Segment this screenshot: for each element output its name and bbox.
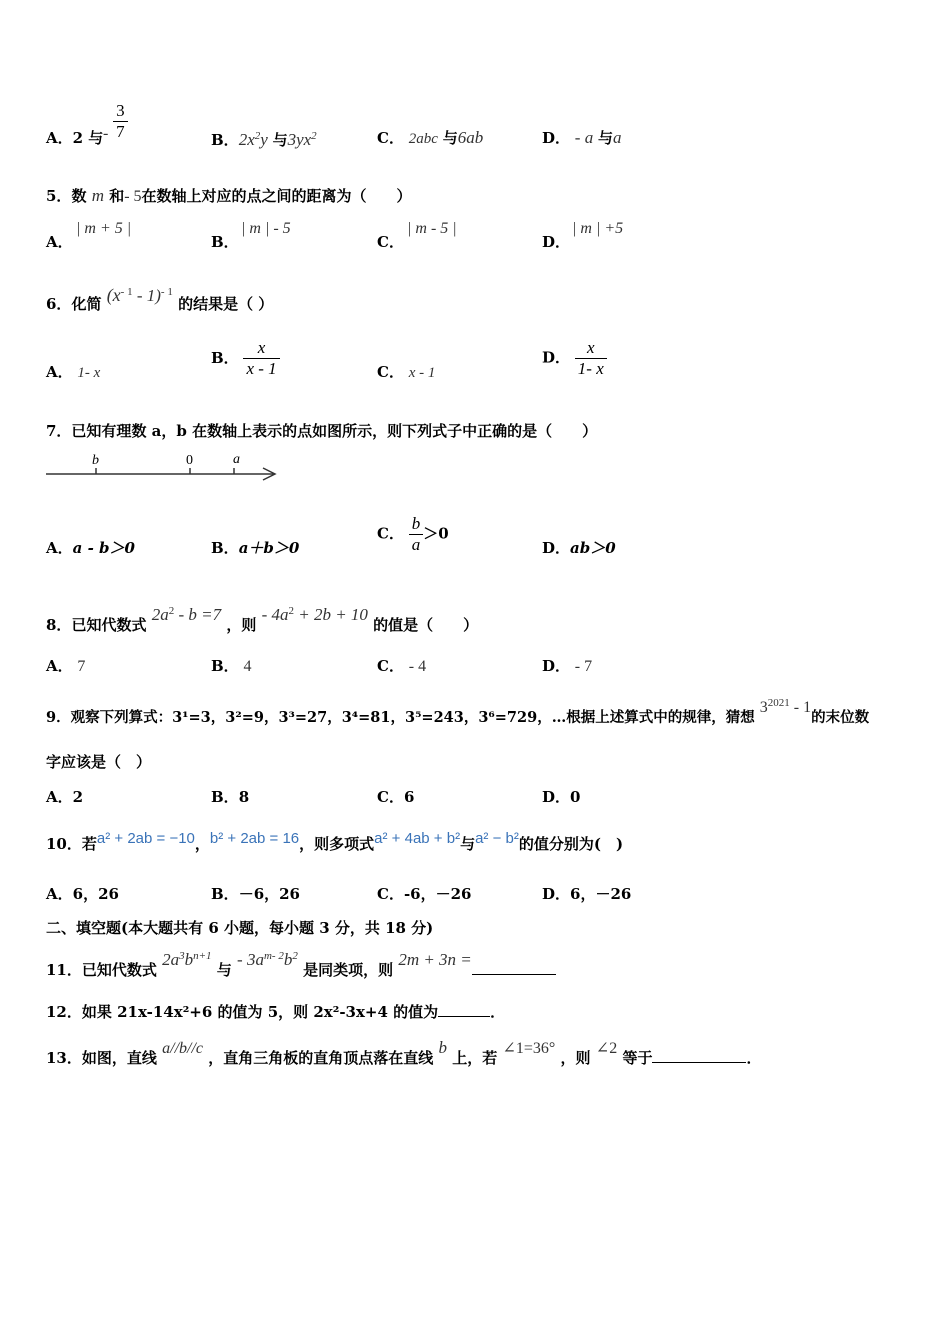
q5-option-b-expr: | m | - 5 — [241, 220, 291, 237]
q5-stem: 5．数 m 和- 5在数轴上对应的点之间的距离为（ ） — [46, 186, 412, 205]
q8-stem: 8．已知代数式 $2a^2 - b =7$ ，则 - $4a^2 + 2b + 10$ 的值是（ ） — [46, 605, 479, 634]
q4-option-a-fraction: - $\frac{3}{7}$ — [103, 101, 128, 142]
fraction: $\frac{x}{1- x}$ — [575, 338, 607, 379]
q5-option-d[interactable]: D． — [542, 233, 571, 251]
q10-stem: 10．若a² + 2ab = −10，b² + 2ab = 16，则多项式a² + 4ab + b²与a² − b²的值分别为( ) — [46, 830, 624, 853]
q10-option-d[interactable]: D．6，－26 — [542, 885, 632, 903]
q7-option-b[interactable]: B．a＋b＞0 — [211, 539, 300, 557]
q9-line-1: 9．观察下列算式：3¹=3，3²=9，3³=27，3⁴=81，3⁵=243，3⁶=729，…根据上述算式中的规律，猜想 $3^{2021} - 1$的末位数 — [46, 697, 870, 726]
q9-option-a[interactable]: A．2 — [46, 788, 84, 806]
q7-option-a[interactable]: A．a - b＞0 — [46, 539, 135, 557]
q11-answer-blank[interactable] — [472, 974, 556, 975]
fraction: $\frac{3}{7}$ — [113, 101, 128, 142]
q4-option-c[interactable]: C． 2abc 与6ab — [377, 128, 484, 147]
q4-option-b[interactable]: B．$2x^2y$ 与$3yx^2$ — [211, 130, 317, 149]
label-a: a — [233, 452, 240, 467]
question-11: 11．已知代数式 $2a^3b^{n+1}$ 与 - $3a^{m- 2}b^2$ 是同类项，则 2m + 3n = — [46, 956, 556, 980]
fraction: $\frac{x}{x - 1}$ — [243, 338, 279, 379]
q5-option-d-expr: | m | +5 — [572, 220, 624, 237]
q13-answer-blank[interactable] — [652, 1062, 746, 1063]
q5-option-b[interactable]: B． — [211, 233, 239, 251]
q7-option-c[interactable]: C． $\frac{b}{a}$ ＞0 — [377, 514, 449, 554]
question-13: 13．如图，直线 a//b//c ，直角三角板的直角顶点落在直线 b 上，若 ∠1=36° ，则 ∠2 等于 ． — [46, 1038, 762, 1067]
label-zero: 0 — [186, 453, 193, 468]
q6-option-a[interactable]: A． 1- x — [46, 363, 101, 381]
q12-answer-blank[interactable] — [438, 1016, 490, 1017]
q6-option-c[interactable]: C． x - 1 — [377, 363, 436, 381]
q10-option-b[interactable]: B．－6，26 — [211, 885, 300, 903]
question-12: 12．如果 21x-14x²+6 的值为 5，则 2x²-3x+4 的值为 ． — [46, 1003, 506, 1021]
q8-option-a[interactable]: A． 7 — [46, 657, 86, 675]
q5-option-c[interactable]: C． — [377, 233, 404, 251]
q10-option-a[interactable]: A．6，26 — [46, 885, 119, 903]
fraction: $\frac{b}{a}$ — [409, 514, 424, 555]
q4-option-d[interactable]: D． - a 与a — [542, 128, 622, 147]
q5-option-a-expr: | m + 5 | — [76, 220, 132, 237]
q9-option-d[interactable]: D．0 — [542, 788, 581, 806]
q10-option-c[interactable]: C．-6，－26 — [377, 885, 472, 903]
q7-option-d[interactable]: D．ab＞0 — [542, 539, 616, 557]
q8-option-b[interactable]: B． 4 — [211, 657, 252, 675]
section-2-heading: 二、填空题(本大题共有 6 小题，每小题 3 分，共 18 分) — [46, 919, 434, 937]
q6-stem: 6．化简 $(x^{- 1} - 1)^{- 1}$ 的结果是（ ） — [46, 285, 274, 313]
q5-option-c-expr: | m - 5 | — [407, 220, 457, 237]
q8-option-d[interactable]: D． - 7 — [542, 657, 593, 675]
label-b: b — [92, 453, 99, 468]
q6-option-b[interactable]: B． $\frac{x}{x - 1}$ — [211, 338, 280, 379]
q9-option-b[interactable]: B．8 — [211, 788, 250, 806]
q4-option-a[interactable]: A．2 与 — [46, 129, 104, 147]
q9-option-c[interactable]: C．6 — [377, 788, 415, 806]
q8-option-c[interactable]: C． - 4 — [377, 657, 427, 675]
q6-option-d[interactable]: D． $\frac{x}{1- x}$ — [542, 338, 607, 379]
q9-line-2: 字应该是（ ） — [46, 753, 152, 771]
number-line — [40, 448, 285, 484]
q7-stem: 7．已知有理数 a，b 在数轴上表示的点如图所示，则下列式子中正确的是（ ） — [46, 422, 598, 440]
q5-option-a[interactable]: A． — [46, 233, 73, 251]
